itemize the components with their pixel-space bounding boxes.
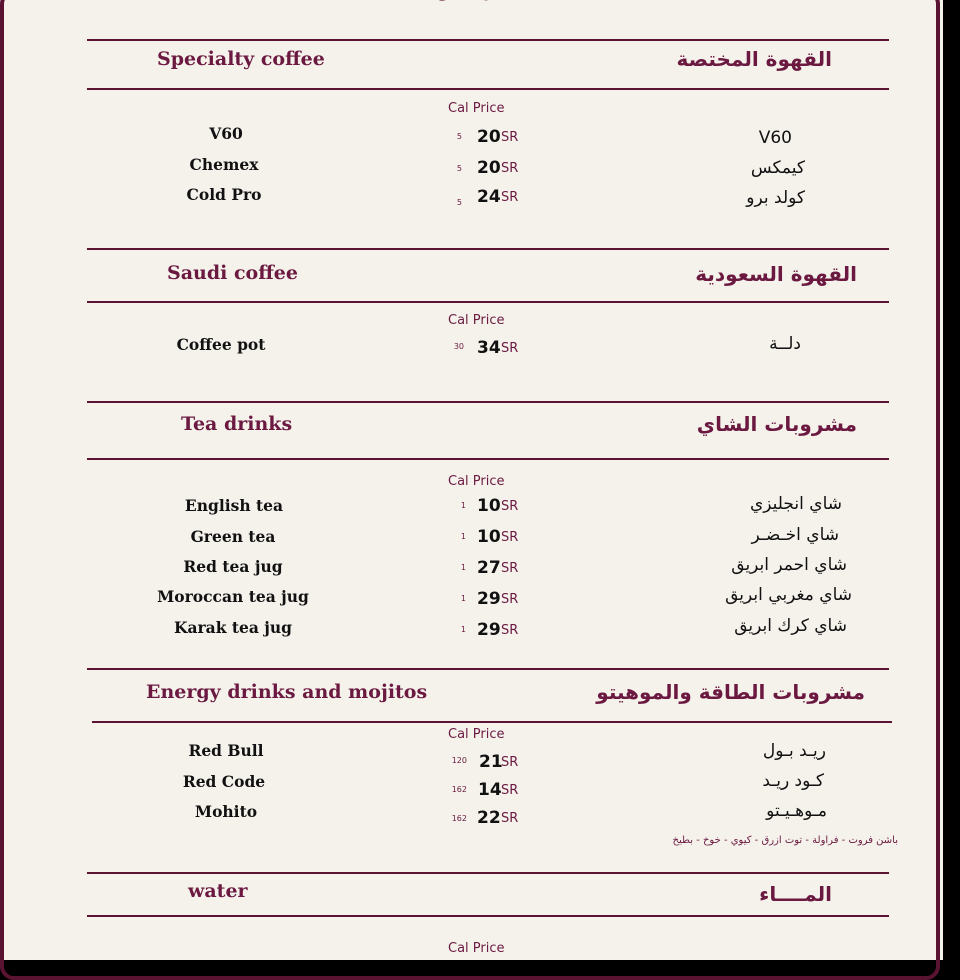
item-price: 34: [477, 338, 501, 358]
section-top-rule: [87, 39, 889, 41]
item-name-ar: مـوهـيـتو: [766, 801, 827, 821]
item-name-en: English tea: [184, 496, 284, 515]
item-name-en: Red Bull: [188, 741, 264, 760]
item-name-ar: شاي كرك ابريق: [734, 616, 847, 636]
section-title-en: water: [188, 880, 248, 902]
item-calories: 1: [460, 532, 466, 541]
item-name-en: Coffee pot: [176, 335, 266, 354]
item-currency: SR: [501, 623, 519, 638]
item-price: 20: [477, 127, 501, 147]
item-calories: 162: [451, 814, 467, 823]
cropped-heading-fragment: [430, 0, 500, 4]
item-name-ar: دلــة: [769, 334, 801, 354]
section-bottom-rule: [87, 915, 889, 917]
item-calories: 5: [456, 164, 462, 173]
cal-price-header: Cal Price: [448, 727, 505, 742]
item-name-en: Moroccan tea jug: [157, 587, 309, 606]
item-name-ar: شاي مغربي ابريق: [725, 585, 852, 605]
item-price: 22: [477, 808, 501, 828]
item-currency: SR: [501, 592, 519, 607]
item-name-ar: كـود ريـد: [762, 771, 824, 791]
item-currency: SR: [501, 499, 519, 514]
item-name-ar: كيمكس: [750, 158, 805, 178]
section-top-rule: [87, 668, 889, 670]
item-calories: 30: [453, 342, 464, 351]
flavor-options-note: باشن فروت - فراولة - توت ازرق - كيوي - خوخ - بطيخ: [672, 835, 898, 846]
item-calories: 5: [456, 132, 462, 141]
item-currency: SR: [501, 755, 519, 770]
item-calories: 1: [460, 563, 466, 572]
item-price: 20: [477, 158, 501, 178]
item-name-ar: شاي احمر ابريق: [731, 555, 847, 575]
item-price: 21: [479, 752, 503, 772]
section-bottom-rule: [87, 458, 889, 460]
item-name-ar: شاي انجليزي: [749, 494, 842, 514]
cal-price-header: Cal Price: [448, 313, 505, 328]
item-currency: SR: [501, 530, 519, 545]
cal-price-header: Cal Price: [448, 941, 505, 956]
section-bottom-rule: [87, 301, 889, 303]
item-name-en: Red tea jug: [183, 557, 283, 576]
section-title-ar: القهوة السعودية: [695, 262, 857, 286]
item-price: 10: [477, 496, 501, 516]
section-title-ar: القهوة المختصة: [676, 47, 832, 71]
item-price: 14: [478, 780, 502, 800]
item-name-ar: ريـد بـول: [762, 741, 826, 761]
item-price: 29: [477, 620, 501, 640]
section-title-en: Specialty coffee: [157, 48, 325, 70]
item-name-en: Green tea: [190, 527, 276, 546]
section-title-ar: مشروبات الشاي: [696, 412, 857, 436]
section-top-rule: [87, 872, 889, 874]
item-name-ar: كولد برو: [746, 188, 805, 208]
item-calories: 5: [456, 198, 462, 207]
item-currency: SR: [501, 190, 519, 205]
item-price: 10: [477, 527, 501, 547]
item-price: 27: [477, 558, 501, 578]
item-calories: 1: [460, 625, 466, 634]
item-calories: 1: [460, 594, 466, 603]
item-price: 29: [477, 589, 501, 609]
section-bottom-rule: [87, 88, 889, 90]
item-currency: SR: [501, 561, 519, 576]
item-currency: SR: [501, 130, 519, 145]
item-price: 24: [477, 187, 501, 207]
cal-price-header: Cal Price: [448, 101, 505, 116]
item-currency: SR: [501, 161, 519, 176]
item-calories: 1: [460, 501, 466, 510]
item-name-en: Mohito: [194, 802, 258, 821]
item-name-en: Karak tea jug: [173, 618, 293, 637]
item-calories: 162: [451, 785, 467, 794]
section-title-ar: مشروبات الطاقة والموهيتو: [596, 680, 865, 704]
section-bottom-rule: [92, 721, 892, 723]
section-title-en: Saudi coffee: [167, 262, 298, 284]
item-name-ar: V60: [758, 128, 792, 148]
section-title-ar: المــــاء: [759, 882, 832, 906]
item-currency: SR: [501, 811, 519, 826]
item-name-ar: شاي اخـضـر: [751, 525, 839, 545]
cal-price-header: Cal Price: [448, 474, 505, 489]
section-title-en: Energy drinks and mojitos: [146, 681, 428, 703]
item-calories: 120: [451, 756, 467, 765]
item-currency: SR: [501, 783, 519, 798]
item-name-en: Chemex: [189, 155, 259, 174]
item-name-en: V60: [209, 124, 243, 143]
section-title-en: Tea drinks: [181, 413, 293, 435]
item-name-en: Cold Pro: [186, 185, 262, 204]
item-name-en: Red Code: [182, 772, 266, 791]
section-top-rule: [87, 401, 889, 403]
item-currency: SR: [501, 341, 519, 356]
section-top-rule: [87, 248, 889, 250]
